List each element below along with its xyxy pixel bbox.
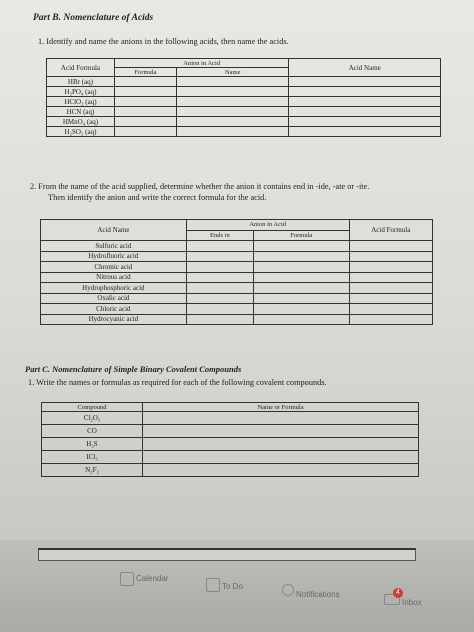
answer-cell[interactable] bbox=[186, 283, 253, 294]
answer-cell[interactable] bbox=[254, 314, 349, 325]
answer-cell[interactable] bbox=[176, 127, 289, 137]
acid-formula-cell: HCN (aq) bbox=[47, 107, 115, 117]
answer-cell[interactable] bbox=[349, 293, 432, 304]
acid-name-cell: Hydrofluoric acid bbox=[41, 251, 187, 262]
table-row bbox=[41, 241, 433, 252]
table-row bbox=[47, 107, 441, 117]
answer-cell[interactable] bbox=[349, 251, 432, 262]
inbox-badge: 4 bbox=[393, 588, 403, 598]
table-row bbox=[42, 425, 419, 438]
answer-cell[interactable] bbox=[289, 97, 441, 107]
notifications-link[interactable]: Notifications bbox=[296, 590, 340, 599]
table-row bbox=[41, 293, 433, 304]
calendar-icon[interactable] bbox=[120, 572, 134, 586]
calendar-link[interactable]: Calendar bbox=[136, 574, 169, 583]
col-ends-in: Ends in bbox=[186, 230, 253, 241]
table-row bbox=[47, 77, 441, 87]
answer-cell[interactable] bbox=[186, 314, 253, 325]
col-acid-formula: Acid Formula bbox=[47, 59, 115, 77]
table-row bbox=[41, 272, 433, 283]
todo-link[interactable]: To Do bbox=[222, 582, 243, 591]
acid-formula-cell: HBr (aq) bbox=[47, 77, 115, 87]
answer-cell[interactable] bbox=[289, 107, 441, 117]
answer-cell[interactable] bbox=[186, 304, 253, 315]
part-c-heading: Part C. Nomenclature of Simple Binary Covalent Compounds bbox=[25, 364, 242, 374]
answer-cell[interactable] bbox=[114, 117, 176, 127]
compound-cell: ICl₃ bbox=[42, 451, 143, 464]
acid-name-table bbox=[40, 219, 433, 325]
answer-cell[interactable] bbox=[114, 127, 176, 137]
answer-cell[interactable] bbox=[176, 87, 289, 97]
answer-cell[interactable] bbox=[176, 77, 289, 87]
part-b-heading: Part B. Nomenclature of Acids bbox=[33, 13, 154, 23]
acid-name-cell: Chromic acid bbox=[41, 262, 187, 273]
part-b-question-2-line-2: Then identify the anion and write the correct formula for the acid. bbox=[48, 193, 267, 202]
table-row bbox=[41, 314, 433, 325]
acid-name-cell: Oxalic acid bbox=[41, 293, 187, 304]
acid-name-cell: Sulfuric acid bbox=[41, 241, 187, 252]
acid-formula-cell: HMnO₄ (aq) bbox=[47, 117, 115, 127]
acid-name-cell: Hydrophosphoric acid bbox=[41, 283, 187, 294]
col-compound: Compound bbox=[42, 403, 143, 412]
covalent-compound-table bbox=[41, 402, 419, 477]
answer-cell[interactable] bbox=[349, 272, 432, 283]
answer-cell[interactable] bbox=[186, 293, 253, 304]
answer-cell[interactable] bbox=[143, 438, 419, 451]
answer-cell[interactable] bbox=[186, 262, 253, 273]
answer-cell[interactable] bbox=[349, 314, 432, 325]
compound-cell: CO bbox=[42, 425, 143, 438]
part-c-question-1: 1. Write the names or formulas as required for each of the following covalent compounds. bbox=[28, 378, 327, 387]
acid-formula-cell: H₃PO₄ (aq) bbox=[47, 87, 115, 97]
answer-cell[interactable] bbox=[114, 97, 176, 107]
answer-cell[interactable] bbox=[176, 107, 289, 117]
col-acid-formula: Acid Formula bbox=[349, 220, 432, 241]
answer-cell[interactable] bbox=[176, 117, 289, 127]
answer-cell[interactable] bbox=[114, 77, 176, 87]
col-acid-name: Acid Name bbox=[41, 220, 187, 241]
todo-icon[interactable] bbox=[206, 578, 220, 592]
answer-cell[interactable] bbox=[349, 283, 432, 294]
table-row bbox=[42, 438, 419, 451]
answer-cell[interactable] bbox=[254, 283, 349, 294]
answer-cell[interactable] bbox=[289, 127, 441, 137]
acid-name-cell: Nitrous acid bbox=[41, 272, 187, 283]
acid-name-cell: Hydrocyanic acid bbox=[41, 314, 187, 325]
answer-cell[interactable] bbox=[349, 262, 432, 273]
table-row bbox=[41, 262, 433, 273]
acid-name-cell: Chloric acid bbox=[41, 304, 187, 315]
answer-cell[interactable] bbox=[254, 241, 349, 252]
table-row bbox=[42, 412, 419, 425]
answer-cell[interactable] bbox=[143, 425, 419, 438]
col-anion-formula: Formula bbox=[114, 68, 176, 77]
table-row bbox=[47, 97, 441, 107]
table-row bbox=[47, 127, 441, 137]
acid-formula-cell: HClO₂ (aq) bbox=[47, 97, 115, 107]
table-row bbox=[47, 117, 441, 127]
compound-cell: H₂S bbox=[42, 438, 143, 451]
answer-cell[interactable] bbox=[186, 251, 253, 262]
compound-cell: N₂F₂ bbox=[42, 464, 143, 477]
answer-cell[interactable] bbox=[254, 304, 349, 315]
table-row bbox=[41, 251, 433, 262]
answer-cell[interactable] bbox=[349, 241, 432, 252]
bell-icon[interactable] bbox=[282, 584, 294, 596]
answer-cell[interactable] bbox=[114, 87, 176, 97]
col-anion-in-acid: Anion in Acid bbox=[114, 59, 289, 68]
col-anion-formula: Formula bbox=[254, 230, 349, 241]
answer-cell[interactable] bbox=[254, 251, 349, 262]
acid-anion-table bbox=[46, 58, 441, 137]
acid-formula-cell: H₂SO₃ (aq) bbox=[47, 127, 115, 137]
answer-cell[interactable] bbox=[289, 87, 441, 97]
answer-cell[interactable] bbox=[186, 241, 253, 252]
answer-cell[interactable] bbox=[114, 107, 176, 117]
col-acid-name: Acid Name bbox=[289, 59, 441, 77]
table-row bbox=[47, 87, 441, 97]
answer-cell[interactable] bbox=[289, 77, 441, 87]
answer-cell[interactable] bbox=[254, 262, 349, 273]
col-anion-name: Name bbox=[176, 68, 289, 77]
answer-cell[interactable] bbox=[176, 97, 289, 107]
answer-cell[interactable] bbox=[254, 293, 349, 304]
answer-cell[interactable] bbox=[186, 272, 253, 283]
table-row bbox=[41, 304, 433, 315]
answer-cell[interactable] bbox=[349, 304, 432, 315]
laptop-screen-edge bbox=[38, 548, 416, 561]
table-row bbox=[41, 283, 433, 294]
col-anion-in-acid: Anion in Acid bbox=[186, 220, 349, 231]
compound-cell: Cl₂O₅ bbox=[42, 412, 143, 425]
answer-cell[interactable] bbox=[254, 272, 349, 283]
part-b-question-2-line-1: 2. From the name of the acid supplied, determine whether the anion it contains end in -ide, -ate or -ite. bbox=[30, 182, 370, 191]
inbox-link[interactable]: Inbox bbox=[402, 598, 422, 607]
col-name-or-formula: Name or Formula bbox=[143, 403, 419, 412]
table-row bbox=[42, 464, 419, 477]
table-row bbox=[42, 451, 419, 464]
part-b-question-1: 1. Identify and name the anions in the following acids, then name the acids. bbox=[38, 37, 289, 46]
answer-cell[interactable] bbox=[143, 412, 419, 425]
answer-cell[interactable] bbox=[143, 464, 419, 477]
answer-cell[interactable] bbox=[289, 117, 441, 127]
answer-cell[interactable] bbox=[143, 451, 419, 464]
